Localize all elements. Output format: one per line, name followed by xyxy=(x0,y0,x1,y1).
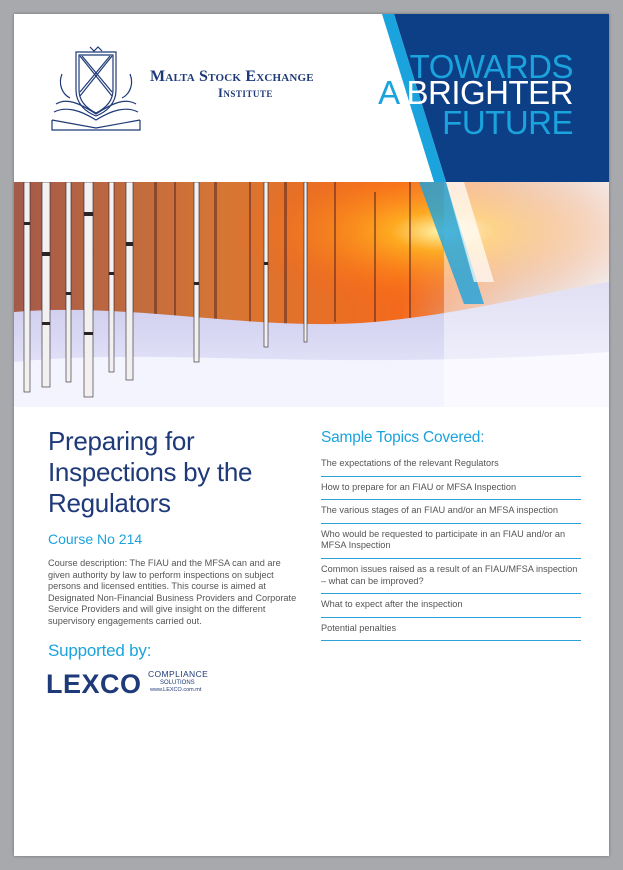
list-item: What to expect after the inspection xyxy=(321,594,581,618)
tagline-word-a: A xyxy=(378,74,398,111)
institute-crest-logo xyxy=(48,44,144,136)
lexco-tagline xyxy=(148,670,208,694)
course-title: Preparing for Inspections by the Regulators xyxy=(48,426,253,518)
list-item: Common issues raised as a result of an FIAU/MFSA inspection – what can be improved? xyxy=(321,559,581,594)
list-item: Who would be requested to participate in an FIAU and/or an MFSA Inspection xyxy=(321,524,581,559)
institute-name: Malta Stock Exchange xyxy=(150,68,314,85)
lexco-logo: LEXCO xyxy=(46,669,142,699)
brochure-page xyxy=(14,14,609,856)
course-number: Course No 214 xyxy=(48,531,143,547)
tagline-line-3: FUTURE xyxy=(442,104,573,141)
topics-list xyxy=(321,453,581,641)
list-item: Potential penalties xyxy=(321,618,581,642)
lexco-url: www.LEXCO.com.mt xyxy=(150,687,202,693)
topics-heading: Sample Topics Covered: xyxy=(321,429,485,446)
list-item: The expectations of the relevant Regulators xyxy=(321,453,581,477)
tagline-line-1: TOWARDS xyxy=(409,48,573,85)
list-item: The various stages of an FIAU and/or an MFSA inspection xyxy=(321,500,581,524)
supported-by-heading: Supported by: xyxy=(48,641,152,660)
tagline-word-brighter: BRIGHTER xyxy=(406,74,573,111)
lexco-solutions: SOLUTIONS xyxy=(160,680,195,686)
lexco-compliance: COMPLIANCE xyxy=(148,669,209,679)
list-item: How to prepare for an FIAU or MFSA Inspection xyxy=(321,477,581,501)
institute-subtitle: Institute xyxy=(218,86,273,100)
course-description: Course description: The FIAU and the MFSA can and are given authority by law to perform inspections on subject persons and licensed entities. This course is aimed at Designated Non-Financial Business Providers and Corporate Service Providers and will give insight on the different supervisory engagements carried out. xyxy=(48,558,297,626)
